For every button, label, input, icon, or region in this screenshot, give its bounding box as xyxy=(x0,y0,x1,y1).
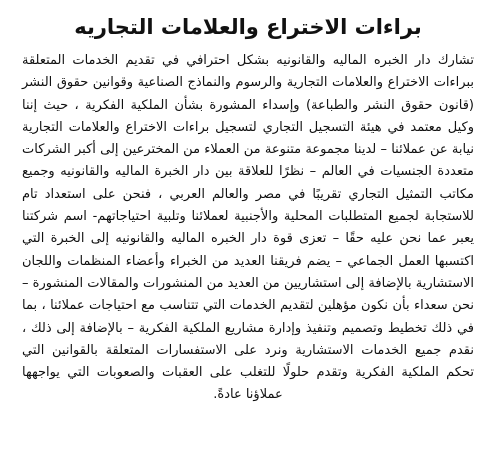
document-paragraph: تشارك دار الخبره الماليه والقانونيه بشكل احترافي في تقديم الخدمات المتعلقة ببراءات الاختراع والعلامات التجارية والرسوم والنماذج الصناعية وقوانين حقوق النشر (قانون حقوق النشر والطباعة) وإسداء المشورة بشأن الملكية الفكرية ، حيث إننا وكيل معتمد في هيئة التسجيل التجاري لتسجيل براءات الاختراع والعلامات التجارية نيابة عن عملائنا – لدينا مجموعة متنوعة من العملاء من المخترعين إلى أكبر الشركات متعددة الجنسيات في العالم – نظرًا للعلاقة بين دار الخبرة الماليه والقانونيه وجميع مكاتب التمثيل التجاري تقريبًا في مصر والعالم العربي ، فنحن على استعداد تام للاستجابة لجميع المتطلبات المحلية والأجنبية لعملائنا وتلبية احتياجاتهم- اسم شركتنا يعبر عما نحن عليه حقًا – تعزى قوة دار الخبره الماليه والقانونيه إلى الخبرة التي اكتسبها العمل الجماعي – يضم فريقنا العديد من الخبراء وأعضاء المنظمات واللجان الاستشارية بالإضافة إلى استشاريين من العديد من المنشورات والمقالات المنشورة – نحن سعداء بأن نكون مؤهلين لتقديم الخدمات التي تتناسب مع احتياجات عملائنا ، بما في ذلك تخطيط وتصميم وتنفيذ وإدارة مشاريع الملكية الفكرية – بالإضافة إلى ذلك ، نقدم جميع الخدمات الاستشارية ونرد على الاستفسارات المتعلقة بالقوانين التي تحكم الملكية الفكرية وتقدم حلولًا للتغلب على العقبات والصعوبات التي يواجهها عملاؤنا عادةً. xyxy=(22,53,474,403)
document-title: براءات الاختراع والعلامات التجاريه xyxy=(74,15,422,39)
